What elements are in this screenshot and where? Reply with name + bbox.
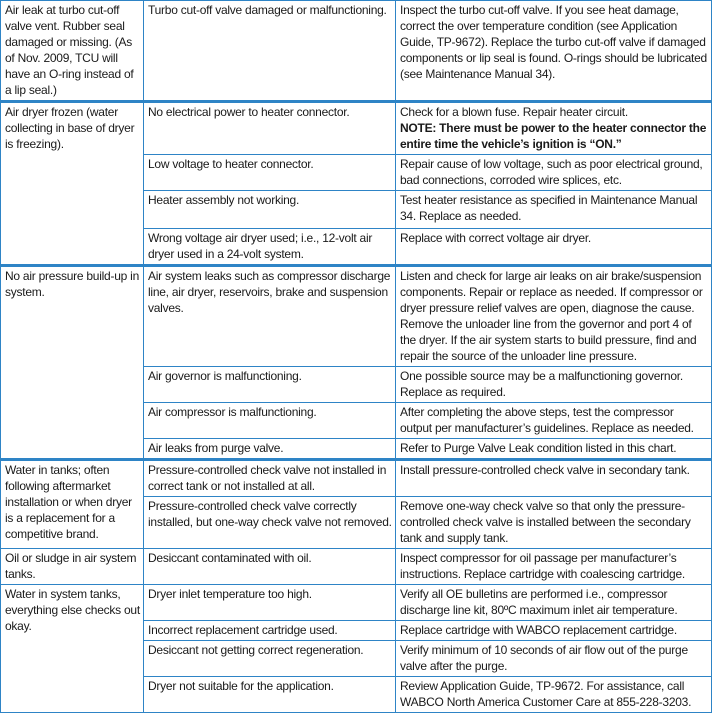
- cause-cell: Low voltage to heater connector.: [144, 155, 396, 191]
- remedy-cell: Replace with correct voltage air dryer.: [396, 229, 712, 266]
- remedy-cell: Remove one-way check valve so that only the pressure-controlled check valve is installed between the secondary tank and supply tank.: [396, 497, 712, 549]
- condition-cell: Air dryer frozen (water collecting in base of dryer is freezing).: [1, 102, 144, 266]
- cause-cell: Incorrect replacement cartridge used.: [144, 621, 396, 641]
- remedy-cell: Listen and check for large air leaks on air brake/suspension components. Repair or replace as needed. If compressor or dryer pressure relief valves are open, diagnose the cause. Remove the unloader line from the governor and port 4 of the dryer. If the air system starts to build pressure, find and repair the source of the unloader line pressure.: [396, 266, 712, 367]
- remedy-cell: Verify all OE bulletins are performed i.e., compressor discharge line kit, 80ºC maximum inlet air temperature.: [396, 585, 712, 621]
- remedy-cell: Inspect compressor for oil passage per manufacturer’s instructions. Replace cartridge with coalescing cartridge.: [396, 549, 712, 585]
- cause-cell: Turbo cut-off valve damaged or malfunctioning.: [144, 1, 396, 102]
- table-row: [1, 266, 712, 367]
- cause-cell: Pressure-controlled check valve not installed in correct tank or not installed at all.: [144, 460, 396, 497]
- cause-cell: Pressure-controlled check valve correctly installed, but one-way check valve not removed.: [144, 497, 396, 549]
- cause-cell: Air compressor is malfunctioning.: [144, 403, 396, 439]
- remedy-cell: Repair cause of low voltage, such as poor electrical ground, bad connections, corroded wire splices, etc.: [396, 155, 712, 191]
- cause-cell: Air system leaks such as compressor discharge line, air dryer, reservoirs, brake and suspension valves.: [144, 266, 396, 367]
- remedy-cell: Review Application Guide, TP-9672. For assistance, call WABCO North America Customer Care at 855-228-3203.: [396, 677, 712, 713]
- remedy-cell: One possible source may be a malfunctioning governor. Replace as required.: [396, 367, 712, 403]
- remedy-cell: Replace cartridge with WABCO replacement cartridge.: [396, 621, 712, 641]
- table-row: [1, 102, 712, 155]
- table-row: [1, 460, 712, 497]
- cause-cell: Heater assembly not working.: [144, 191, 396, 229]
- condition-cell: Water in tanks; often following aftermarket installation or when dryer is a replacement for a competitive brand.: [1, 460, 144, 549]
- cause-cell: Dryer not suitable for the application.: [144, 677, 396, 713]
- table-row: [1, 585, 712, 621]
- cause-cell: Air governor is malfunctioning.: [144, 367, 396, 403]
- cause-cell: No electrical power to heater connector.: [144, 102, 396, 155]
- remedy-cell: Refer to Purge Valve Leak condition listed in this chart.: [396, 439, 712, 460]
- condition-cell: Air leak at turbo cut-off valve vent. Rubber seal damaged or missing. (As of Nov. 2009, TCU will have an O-ring instead of a lip seal.): [1, 1, 144, 102]
- remedy-note: NOTE: There must be power to the heater connector the entire time the vehicle’s ignition is “ON.”: [400, 121, 707, 151]
- remedy-cell: Test heater resistance as specified in Maintenance Manual 34. Replace as needed.: [396, 191, 712, 229]
- table-row: [1, 1, 712, 102]
- remedy-cell: Install pressure-controlled check valve in secondary tank.: [396, 460, 712, 497]
- condition-cell: Oil or sludge in air system tanks.: [1, 549, 144, 585]
- remedy-cell: After completing the above steps, test the compressor output per manufacturer’s guidelines. Replace as needed.: [396, 403, 712, 439]
- cause-cell: Wrong voltage air dryer used; i.e., 12-volt air dryer used in a 24-volt system.: [144, 229, 396, 266]
- condition-cell: No air pressure build-up in system.: [1, 266, 144, 460]
- cause-cell: Desiccant not getting correct regeneration.: [144, 641, 396, 677]
- remedy-text: Check for a blown fuse. Repair heater circuit.: [400, 105, 628, 119]
- condition-cell: Water in system tanks, everything else checks out okay.: [1, 585, 144, 713]
- cause-cell: Dryer inlet temperature too high.: [144, 585, 396, 621]
- remedy-cell: Inspect the turbo cut-off valve. If you see heat damage, correct the over temperature condition (see Application Guide, TP-9672). Replace the turbo cut-off valve if damaged components or lip seal is found. O-rings should be lubricated (see Maintenance Manual 34).: [396, 1, 712, 102]
- remedy-cell: Verify minimum of 10 seconds of air flow out of the purge valve after the purge.: [396, 641, 712, 677]
- remedy-cell: [396, 102, 712, 155]
- cause-cell: Desiccant contaminated with oil.: [144, 549, 396, 585]
- cause-cell: Air leaks from purge valve.: [144, 439, 396, 460]
- table-row: [1, 549, 712, 585]
